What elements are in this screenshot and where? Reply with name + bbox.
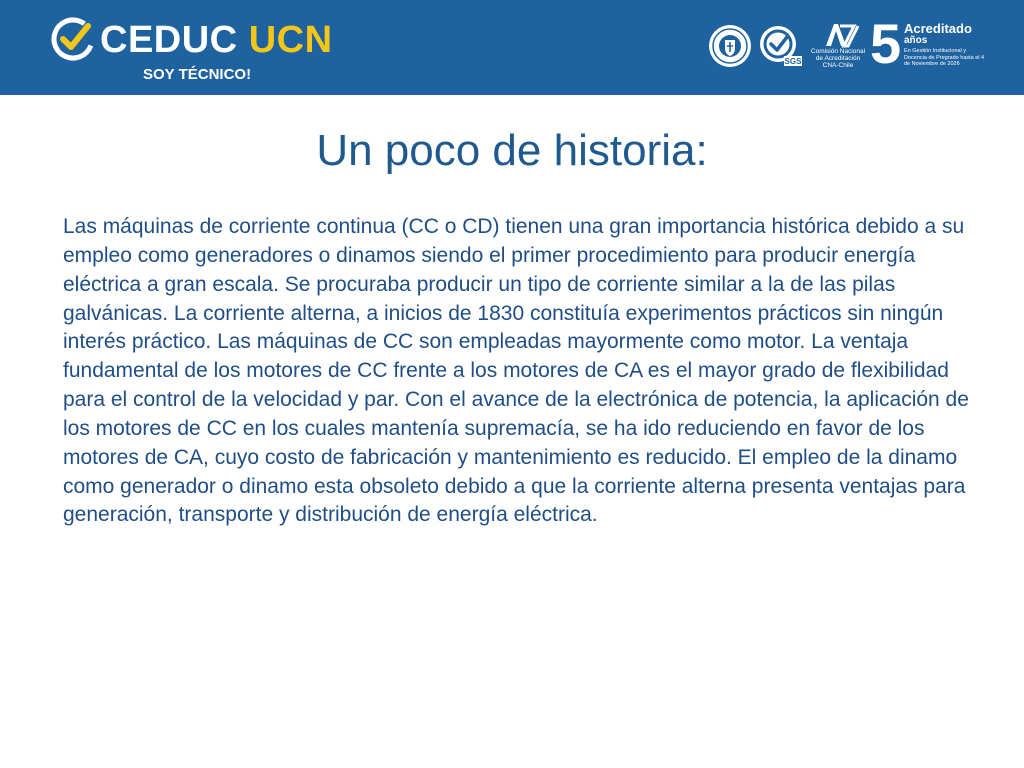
accreditation-title: Acreditado [904, 21, 972, 36]
brand-name [100, 16, 333, 64]
header-banner [0, 0, 1024, 95]
accreditation-years-number: 5 [870, 12, 902, 75]
university-seal-icon [708, 24, 752, 68]
slide-body-text: Las máquinas de corriente continua (CC o CD) tienen una gran importancia histórica debido a su empleo como generadores o dinamos siendo el primer procedimiento para producir energía eléctrica a gran escala. Se procuraba producir un tipo de corriente similar a la de las pilas galvánicas. La corriente alterna, a inicios de 1830 constituía experimentos prácticos sin ningún interés práctico. Las máquinas de CC son empleadas mayormente como motor. La ventaja fundamental de los motores de CC frente a los motores de CA es el mayor grado de flexibilidad para el control de la velocidad y par. Con el avance de la electrónica de potencia, la aplicación de los motores de CC en los cuales mantenía supremacía, se ha ido reduciendo en favor de los motores de CA, cuyo costo de fabricación y mantenimiento es reducido. El empleo de la dinamo como generador o dinamo esta obsoleto debido a que la corriente alterna presenta ventajas para generación, transporte y distribución de energía eléctrica. [63, 215, 969, 527]
brand-name-ceduc: CEDUC [100, 19, 238, 61]
accreditation-badge [870, 12, 988, 76]
ceduc-ucn-logo [50, 16, 360, 88]
brand-name-ucn: UCN [248, 19, 333, 61]
check-circle-icon [50, 16, 96, 62]
cna-text: Comisión Nacional de Acreditación CNA-Chile [810, 48, 866, 69]
accreditation-seals [708, 12, 988, 76]
cna-logo-icon [808, 20, 868, 48]
accreditation-years-label: años [904, 35, 928, 46]
slide-title: Un poco de historia: [316, 126, 708, 175]
sgs-certification-icon [758, 24, 802, 68]
cna-logo [808, 20, 868, 74]
accreditation-detail: En Gestión Institucional y Docencia de Pregrado hasta el 4 de Noviembre de 2026 [904, 48, 985, 67]
brand-tagline: SOY TÉCNICO! [143, 66, 252, 83]
sgs-label: SGS [784, 57, 802, 66]
